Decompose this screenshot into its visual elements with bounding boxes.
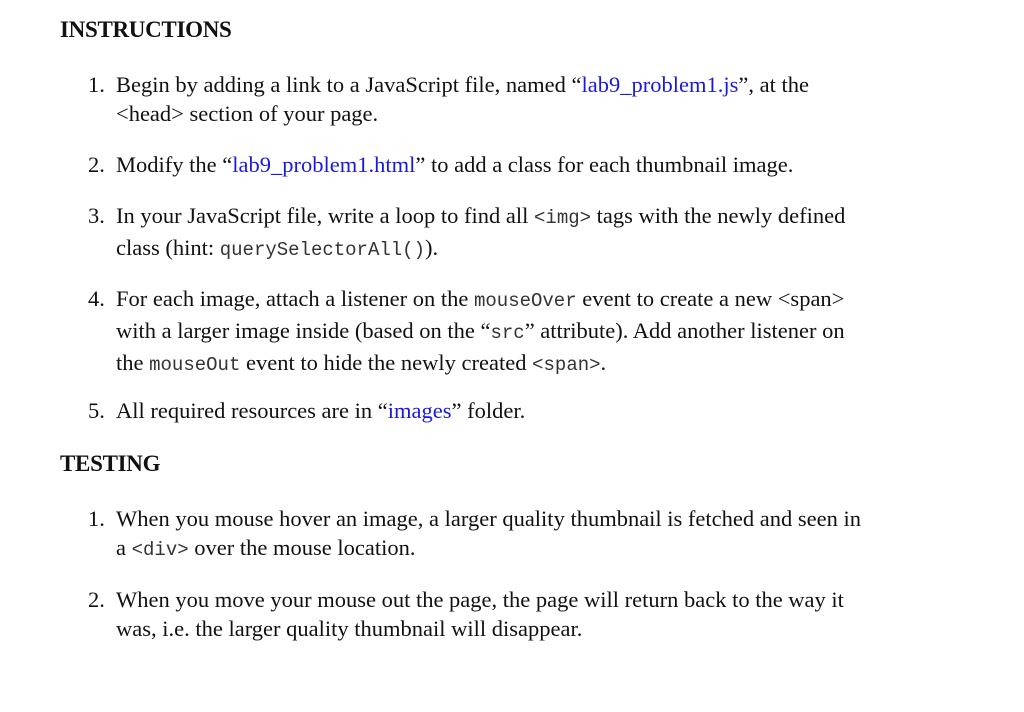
inline-code: <span> [532,354,601,376]
text-run: In your JavaScript file, write a loop to find all [116,203,535,228]
item-text [116,504,996,565]
text-run: with a larger image inside (based on the “ [116,318,491,343]
text-run: tags with the newly defined [591,203,846,228]
item-text [116,150,996,179]
item-number: 2. [88,587,105,612]
text-run: When you move your mouse out the page, the page will return back to the way it [116,587,844,612]
item-text [116,284,996,380]
text-run: . [600,350,607,375]
file-link[interactable]: lab9_problem1.js [581,72,739,97]
item-number: 1. [88,506,105,531]
text-run: Modify the “ [116,152,233,177]
item-number: 4. [88,286,105,311]
inline-code: mouseOut [149,354,241,376]
item-text [116,396,996,425]
text-run: class (hint: [116,235,220,260]
text-run: All required resources are in “ [116,398,388,423]
text-run: ” attribute). Add another listener on [524,318,845,343]
inline-code: <div> [131,539,189,561]
inline-code: src [490,322,525,344]
text-run: ). [424,235,439,260]
inline-code: mouseOver [473,290,577,312]
inline-code: querySelectorAll() [219,239,425,261]
text-run: For each image, attach a listener on the [116,286,474,311]
text-run: ” folder. [451,398,526,423]
item-text [116,70,996,128]
item-text [116,201,996,265]
text-run: the [116,350,150,375]
testing-heading: TESTING [60,451,161,476]
text-run: ”, at the [738,72,809,97]
text-run: Begin by adding a link to a JavaScript file, named “ [116,72,582,97]
instructions-heading: INSTRUCTIONS [60,17,232,42]
text-run: event to hide the newly created [240,350,533,375]
text-run: <head> section of your page. [116,101,379,126]
item-text [116,585,996,643]
file-link[interactable]: images [387,398,452,423]
text-run: event to create a new <span> [576,286,845,311]
item-number: 2. [88,152,105,177]
item-number: 3. [88,203,105,228]
item-number: 5. [88,398,105,423]
text-run: over the mouse location. [188,535,416,560]
text-run: ” to add a class for each thumbnail image. [415,152,794,177]
text-run: was, i.e. the larger quality thumbnail will disappear. [116,616,583,641]
item-number: 1. [88,72,105,97]
file-link[interactable]: lab9_problem1.html [232,152,416,177]
text-run: When you mouse hover an image, a larger quality thumbnail is fetched and seen in [116,506,861,531]
text-run: a [116,535,132,560]
inline-code: <img> [534,207,592,229]
